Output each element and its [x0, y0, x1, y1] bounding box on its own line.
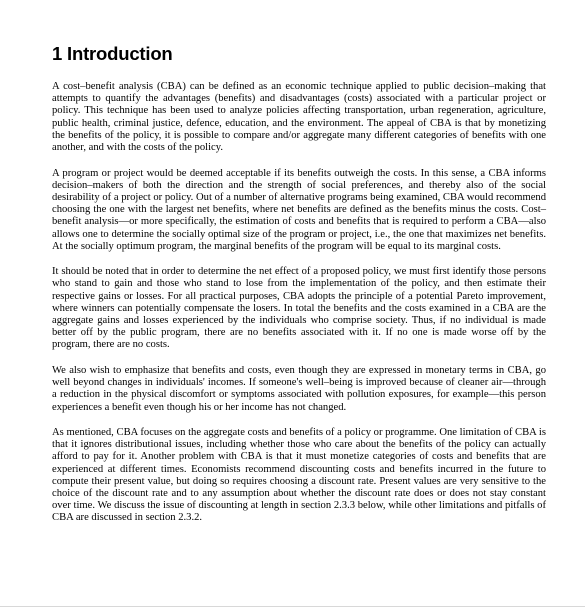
paragraph-limitations: As mentioned, CBA focuses on the aggregate costs and benefits of a policy or programme. One limitation of CBA is that it ignores distributional issues, including whether those who care about the benefits of the policy can actually afford to pay for it. Another problem with CBA is that it must monetize categories of costs and benefits that are experienced at different times. Economists recommend discounting costs and benefits incurred in the future to compute their present value, but doing so requires choosing a discount rate. Present values are very sensitive to the choice of the discount rate and to any assumption about whether the discount rate does or does not stay constant over time. We discuss the issue of discounting at length in section 2.3.3 below, while other limitations and pitfalls of CBA are discussed in section 2.3.2. — [52, 427, 546, 524]
body-text — [52, 81, 546, 538]
paragraph-acceptability: A program or project would be deemed acceptable if its benefits outweigh the costs. In this sense, a CBA informs decision–makers of both the direction and the strength of social preferences, and thereby also of the social desirability of a project or policy. Out of a number of alternative programs being examined, CBA would recommend choosing the one with the largest net benefits, where net benefits are defined as the benefits minus the costs. Cost–benefit analysis—or more specifically, the estimation of costs and benefits that is required to perform a CBA—also allows one to determine the socially optimal size of the program or project, i.e., the one that maximizes net benefits. At the socially optimum program, the marginal benefits of the program will be equal to its marginal costs. — [52, 167, 546, 252]
paragraph-monetary-terms: We also wish to emphasize that benefits and costs, even though they are expressed in monetary terms in CBA, go well beyond changes in individuals' incomes. If someone's well–being is improved because of cleaner air—through a reduction in the physical discomfort or symptoms associated with pollution exposures, for example—this person experiences a benefit even though his or her income has not changed. — [52, 364, 546, 413]
section-heading: 1 Introduction — [52, 43, 173, 64]
paragraph-net-effect: It should be noted that in order to determine the net effect of a proposed policy, we must first identify those persons who stand to gain and those who stand to lose from the implementation of the policy, and then estimate their respective gains or losses. For all practical purposes, CBA adopts the principle of a potential Pareto improvement, where winners can potentially compensate the losers. In total the benefits and the costs examined in a CBA are the aggregate gains and losses experienced by the individuals who comprise society. Thus, if no individual is made better off by the public program, there are no benefits associated with it. If no one is made worse off by the program, there are no costs. — [52, 266, 546, 351]
paragraph-definition: A cost–benefit analysis (CBA) can be defined as an economic technique applied to public decision–making that attempts to quantify the advantages (benefits) and disadvantages (costs) associated with a particular project or policy. This technique has been used to analyze policies affecting transportation, urban regeneration, agriculture, public health, criminal justice, defence, education, and the environment. The appeal of CBA is that by monetizing the benefits of the policy, it is possible to compare and/or aggregate many different categories of benefits with one another, and with the costs of the policy. — [52, 81, 546, 154]
